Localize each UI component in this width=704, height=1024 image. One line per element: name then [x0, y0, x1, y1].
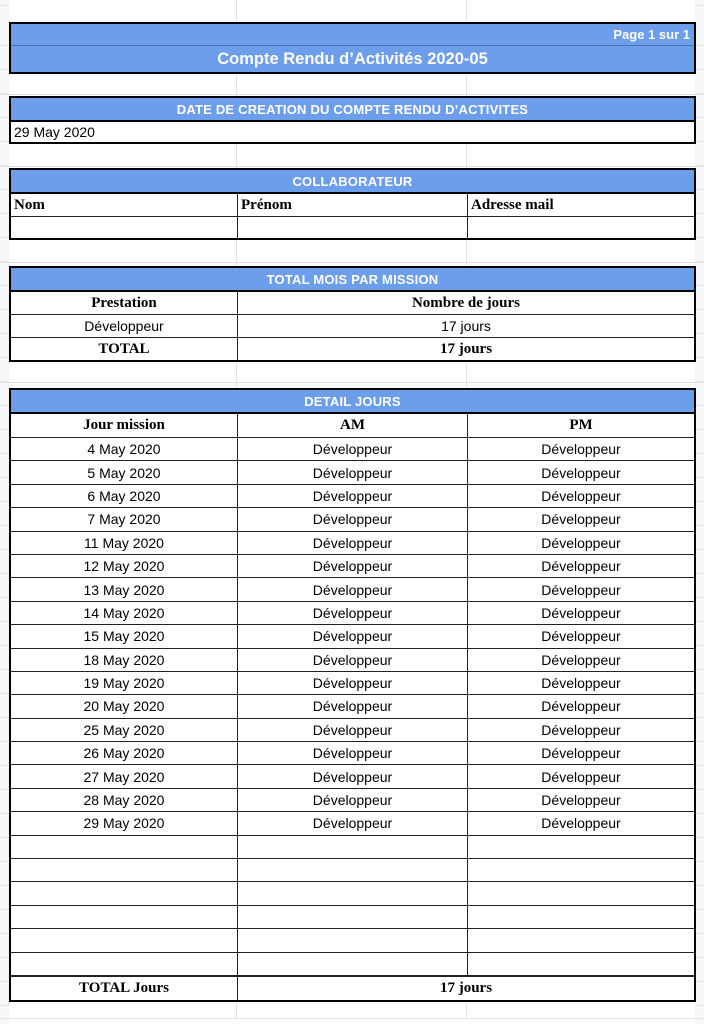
creation-date-value: 29 May 2020 — [14, 124, 95, 140]
pm-cell — [468, 953, 694, 975]
detail-day-row — [11, 953, 694, 976]
column-gridline — [466, 1002, 467, 1018]
detail-day-row — [11, 859, 694, 882]
column-gridline — [236, 144, 237, 168]
detail-column-headers — [11, 414, 694, 438]
jour-mission-cell: 12 May 2020 — [11, 555, 238, 577]
detail-rows — [11, 438, 694, 976]
pm-cell: Développeur — [541, 792, 621, 809]
detail-day-row — [11, 532, 694, 555]
page-title: Compte Rendu d’Activités 2020-05 — [217, 49, 488, 68]
am-cell: Développeur — [238, 672, 468, 694]
jour-mission-cell — [11, 953, 238, 975]
detail-day-row — [11, 672, 694, 695]
column-gridline — [236, 74, 237, 96]
am-cell: Développeur — [238, 508, 468, 530]
jour-mission-cell: 28 May 2020 — [11, 789, 238, 811]
am-cell — [238, 906, 468, 928]
am-cell — [238, 929, 468, 951]
am-cell: Développeur — [238, 742, 468, 764]
page-number-label: Page 1 sur 1 — [613, 27, 690, 42]
pm-cell: Développeur — [541, 675, 621, 692]
report-header-block — [9, 22, 696, 74]
am-cell: Développeur — [238, 765, 468, 787]
am-cell: Développeur — [238, 812, 468, 834]
total-jours-value: 17 jours — [439, 980, 493, 996]
detail-day-row — [11, 836, 694, 859]
jour-mission-cell: 7 May 2020 — [11, 508, 238, 530]
jour-mission-cell: 27 May 2020 — [11, 765, 238, 787]
prestation-row — [11, 315, 694, 338]
am-cell: Développeur — [238, 485, 468, 507]
right-margin-gridlines — [695, 0, 704, 1024]
collaborateur-section-header: COLLABORATEUR — [11, 170, 694, 194]
column-gridline — [466, 74, 467, 96]
detail-jours-section — [9, 388, 696, 1002]
pm-cell: Développeur — [541, 698, 621, 715]
prestation-days-cell: 17 jours — [441, 318, 491, 334]
am-cell: Développeur — [238, 555, 468, 577]
am-cell — [238, 836, 468, 858]
pm-cell — [468, 906, 694, 928]
jour-mission-cell: 5 May 2020 — [11, 461, 238, 483]
collaborateur-section — [9, 168, 696, 240]
detail-day-row — [11, 929, 694, 952]
detail-day-row — [11, 625, 694, 648]
am-cell: Développeur — [238, 602, 468, 624]
row-gridline — [0, 166, 704, 167]
jour-mission-cell — [11, 929, 238, 951]
column-header-nom: Nom — [11, 194, 238, 216]
jour-mission-cell — [11, 906, 238, 928]
column-gridline — [466, 144, 467, 168]
title-band — [11, 46, 694, 72]
detail-day-row — [11, 882, 694, 905]
column-header-adresse-mail: Adresse mail — [471, 196, 554, 213]
pm-cell: Développeur — [541, 815, 621, 832]
am-cell — [238, 882, 468, 904]
pm-cell: Développeur — [541, 604, 621, 621]
am-cell — [238, 953, 468, 975]
pm-cell — [468, 836, 694, 858]
detail-day-row — [11, 812, 694, 835]
prestation-name-cell: Développeur — [11, 315, 238, 337]
column-gridline — [466, 0, 467, 22]
detail-day-row — [11, 742, 694, 765]
column-header-prenom: Prénom — [238, 194, 468, 216]
collaborateur-empty-row — [11, 217, 694, 238]
detail-day-row — [11, 906, 694, 929]
detail-day-row — [11, 765, 694, 788]
column-gridline — [236, 362, 237, 388]
am-cell: Développeur — [238, 695, 468, 717]
total-mois-section — [9, 266, 696, 362]
detail-day-row — [11, 789, 694, 812]
pm-cell: Développeur — [541, 464, 621, 481]
pm-cell: Développeur — [541, 558, 621, 575]
jour-mission-cell: 14 May 2020 — [11, 602, 238, 624]
detail-day-row — [11, 461, 694, 484]
creation-date-section-header: DATE DE CREATION DU COMPTE RENDU D’ACTIVITES — [11, 98, 694, 122]
jour-mission-cell — [11, 836, 238, 858]
column-gridline — [236, 1002, 237, 1018]
total-label: TOTAL — [11, 338, 238, 360]
column-header-pm: PM — [569, 417, 593, 433]
detail-day-row — [11, 555, 694, 578]
collaborateur-column-headers — [11, 194, 694, 217]
pm-cell — [468, 882, 694, 904]
pm-cell: Développeur — [541, 768, 621, 785]
am-cell — [238, 859, 468, 881]
pm-cell — [468, 859, 694, 881]
creation-date-section — [9, 96, 696, 144]
jour-mission-cell: 13 May 2020 — [11, 578, 238, 600]
column-header-nombre-jours: Nombre de jours — [411, 294, 521, 311]
column-header-jour-mission: Jour mission — [11, 414, 238, 437]
jour-mission-cell: 6 May 2020 — [11, 485, 238, 507]
left-margin-gridlines — [0, 0, 9, 1024]
adresse-mail-cell — [468, 217, 694, 238]
total-mois-section-header: TOTAL MOIS PAR MISSION — [11, 268, 694, 292]
detail-day-row — [11, 508, 694, 531]
column-gridline — [236, 0, 237, 22]
pm-cell — [468, 929, 694, 951]
am-cell: Développeur — [238, 532, 468, 554]
pm-cell: Développeur — [541, 745, 621, 762]
row-gridline — [0, 94, 704, 95]
row-gridline — [0, 1018, 704, 1019]
total-mois-column-headers — [11, 292, 694, 315]
jour-mission-cell: 15 May 2020 — [11, 625, 238, 647]
am-cell: Développeur — [238, 625, 468, 647]
detail-day-row — [11, 695, 694, 718]
detail-day-row — [11, 719, 694, 742]
jour-mission-cell — [11, 882, 238, 904]
row-gridline — [0, 382, 704, 383]
total-jours-label: TOTAL Jours — [11, 977, 238, 1000]
row-gridline — [0, 262, 704, 263]
total-row — [11, 338, 694, 360]
jour-mission-cell: 4 May 2020 — [11, 438, 238, 460]
pm-cell: Développeur — [541, 534, 621, 551]
pm-cell: Développeur — [541, 581, 621, 598]
pm-cell: Développeur — [541, 441, 621, 458]
pm-cell: Développeur — [541, 628, 621, 645]
pm-cell: Développeur — [541, 721, 621, 738]
jour-mission-cell — [11, 859, 238, 881]
am-cell: Développeur — [238, 649, 468, 671]
page-number-band — [11, 24, 694, 46]
pm-cell: Développeur — [541, 511, 621, 528]
pm-cell: Développeur — [541, 487, 621, 504]
jour-mission-cell: 11 May 2020 — [11, 532, 238, 554]
column-header-prestation: Prestation — [11, 292, 238, 314]
am-cell: Développeur — [238, 578, 468, 600]
prenom-cell — [238, 217, 468, 238]
detail-total-row — [11, 976, 694, 1000]
jour-mission-cell: 26 May 2020 — [11, 742, 238, 764]
detail-day-row — [11, 578, 694, 601]
pm-cell: Développeur — [541, 651, 621, 668]
detail-jours-section-header: DETAIL JOURS — [11, 390, 694, 414]
jour-mission-cell: 20 May 2020 — [11, 695, 238, 717]
detail-day-row — [11, 438, 694, 461]
jour-mission-cell: 18 May 2020 — [11, 649, 238, 671]
am-cell: Développeur — [238, 789, 468, 811]
am-cell: Développeur — [238, 461, 468, 483]
column-gridline — [466, 362, 467, 388]
column-header-am: AM — [238, 414, 468, 437]
jour-mission-cell: 29 May 2020 — [11, 812, 238, 834]
am-cell: Développeur — [238, 719, 468, 741]
total-value: 17 jours — [439, 340, 493, 357]
detail-day-row — [11, 485, 694, 508]
detail-day-row — [11, 602, 694, 625]
jour-mission-cell: 19 May 2020 — [11, 672, 238, 694]
am-cell: Développeur — [238, 438, 468, 460]
nom-cell — [11, 217, 238, 238]
jour-mission-cell: 25 May 2020 — [11, 719, 238, 741]
detail-day-row — [11, 649, 694, 672]
